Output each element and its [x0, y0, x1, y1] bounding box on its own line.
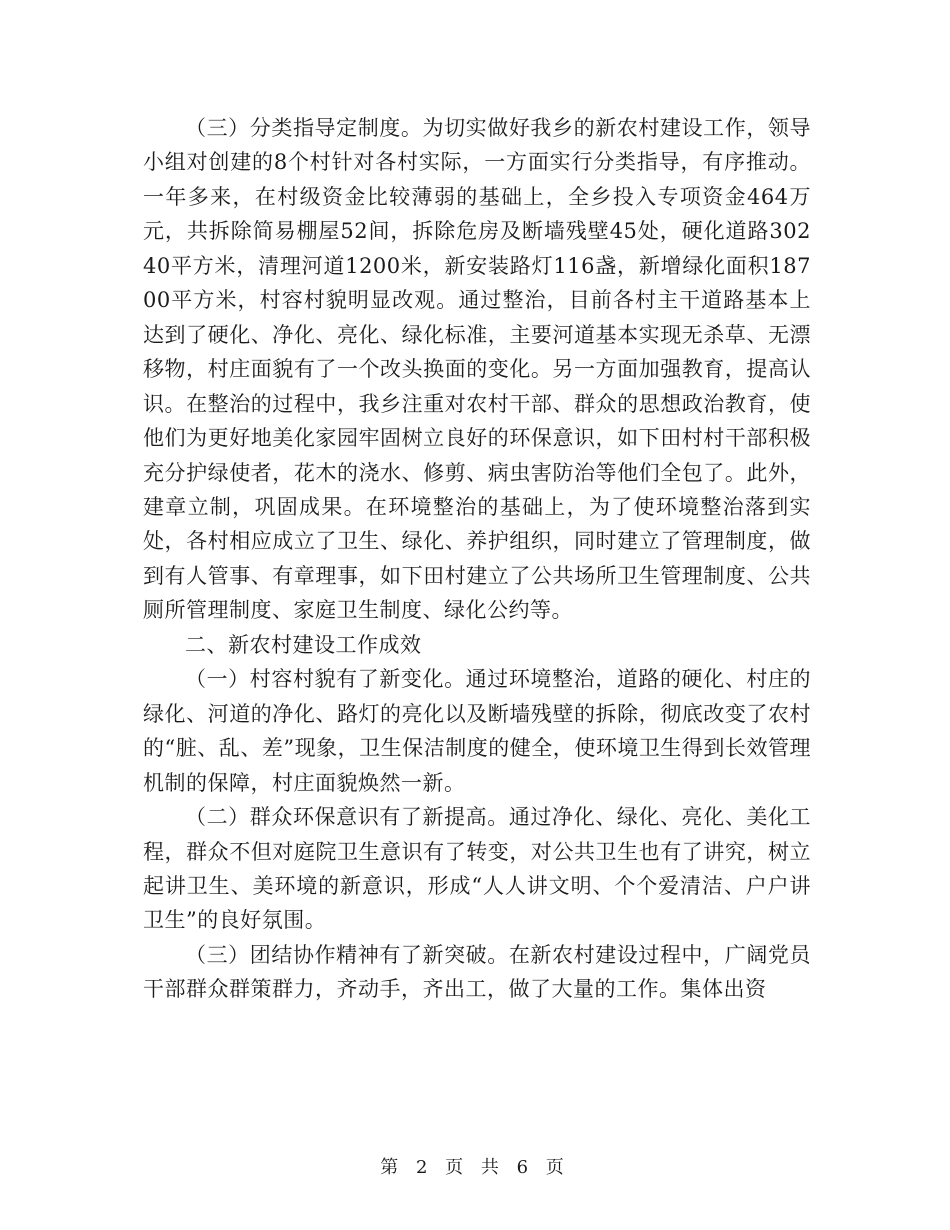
- paragraph-environmental-awareness: （二）群众环保意识有了新提高。通过净化、绿化、亮化、美化工程，群众不但对庭院卫生意识有了转变，对公共卫生也有了讲究，树立起讲卫生、美环境的新意识，形成“人人讲文明、个个爱清洁、户户讲卫生”的良好氛围。: [143, 805, 811, 933]
- page-number-footer: 第 2 页 共 6 页: [380, 1157, 570, 1178]
- paragraph-classified-guidance: （三）分类指导定制度。为切实做好我乡的新农村建设工作，领导小组对创建的8个村针对各村实际，一方面实行分类指导，有序推动。一年多来，在村级资金比较薄弱的基础上，全乡投入专项资金464万元，共拆除简易棚屋52间，拆除危房及断墙残壁45处，硬化道路30240平方米，清理河道1200米，新安装路灯116盏，新增绿化面积18700平方米，村容村貌明显改观。通过整治，目前各村主干道路基本上达到了硬化、净化、亮化、绿化标准，主要河道基本实现无杀草、无漂移物，村庄面貌有了一个改头换面的变化。另一方面加强教育，提高认识。在整治的过程中，我乡注重对农村干部、群众的思想政治教育，使他们为更好地美化家园牢固树立良好的环保意识，如下田村村干部积极充分护绿使者，花木的浇水、修剪、病虫害防治等他们全包了。此外，建章立制，巩固成果。在环境整治的基础上，为了使环境整治落到实处，各村相应成立了卫生、绿化、养护组织，同时建立了管理制度，做到有人管事、有章理事，如下田村建立了公共场所卫生管理制度、公共厕所管理制度、家庭卫生制度、绿化公约等。: [143, 116, 811, 623]
- section-heading-results: 二、新农村建设工作成效: [185, 632, 422, 657]
- paragraph-village-appearance: （一）村容村貌有了新变化。通过环境整治，道路的硬化、村庄的绿化、河道的净化、路灯的亮化以及断墙残壁的拆除，彻底改变了农村的“脏、乱、差”现象，卫生保洁制度的健全，使环境卫生得到长效管理机制的保障，村庄面貌焕然一新。: [143, 667, 811, 795]
- document-body: [143, 111, 811, 1007]
- paragraph-teamwork-spirit: （三）团结协作精神有了新突破。在新农村建设过程中，广阔党员干部群众群策群力，齐动手，齐出工，做了大量的工作。集体出资: [143, 942, 811, 1002]
